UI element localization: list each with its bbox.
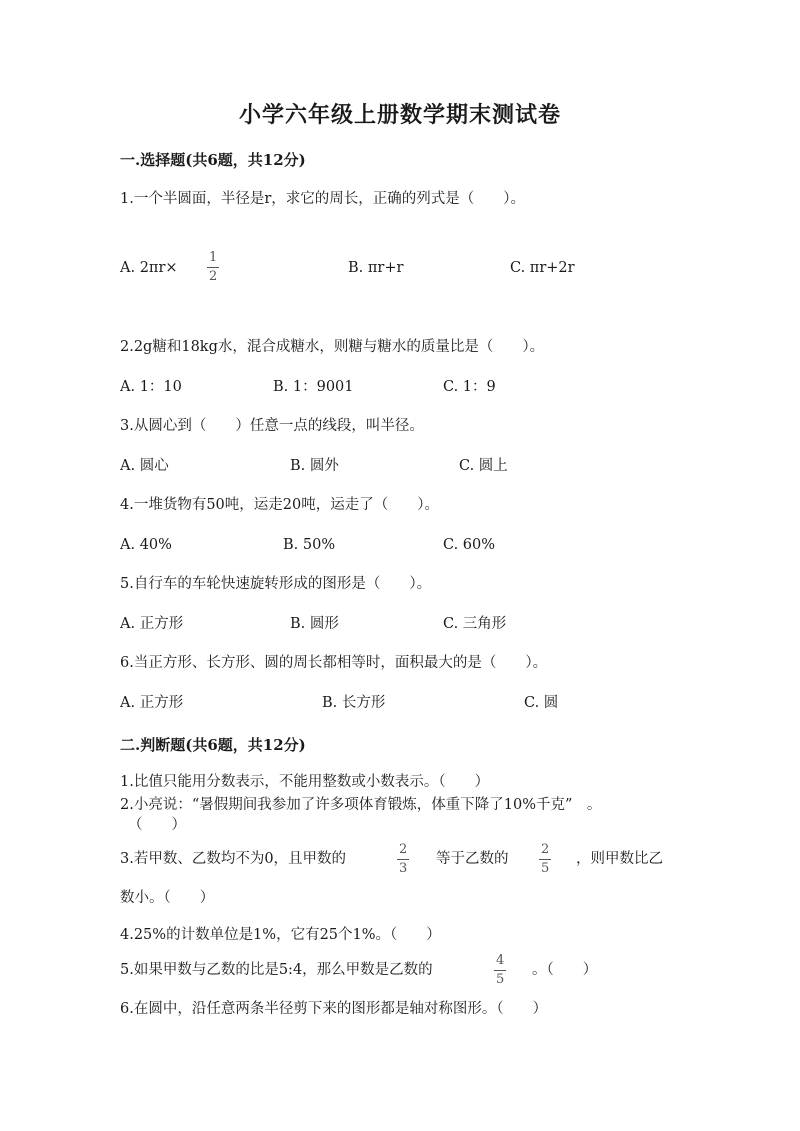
question-4-text: 4.一堆货物有50吨，运走20吨，运走了（ ）。 bbox=[120, 497, 439, 513]
judgement-5-part2: 。（ ） bbox=[532, 962, 598, 978]
question-3-text: 3.从圆心到（ ）任意一点的线段，叫半径。 bbox=[120, 418, 424, 434]
fraction-bar bbox=[494, 970, 506, 971]
q1-option-b: B. πr+r bbox=[348, 260, 404, 276]
fraction-denominator: 3 bbox=[399, 861, 408, 876]
q1-option-a-fraction bbox=[207, 250, 219, 285]
q4-option-c: C. 60% bbox=[443, 537, 496, 553]
fraction-denominator: 2 bbox=[209, 269, 218, 284]
judgement-5-part1: 5.如果甲数与乙数的比是5:4，那么甲数是乙数的 bbox=[120, 962, 433, 978]
judgement-3-fraction-2 bbox=[539, 842, 551, 877]
judgement-3-part3: ，则甲数比乙 bbox=[576, 851, 663, 867]
question-5-text: 5.自行车的车轮快速旋转形成的图形是（ ）。 bbox=[120, 576, 432, 592]
q6-option-c: C. 圆 bbox=[524, 695, 559, 711]
q1-option-a: A. 2πr× bbox=[120, 260, 178, 276]
judgement-3-line2: 数小。（ ） bbox=[120, 890, 215, 906]
fraction-numerator: 2 bbox=[399, 842, 408, 857]
section-heading-choice: 一.选择题(共6题，共12分) bbox=[120, 151, 306, 169]
q3-option-c: C. 圆上 bbox=[459, 458, 508, 474]
q2-option-b: B. 1：9001 bbox=[273, 379, 354, 395]
q4-option-b: B. 50% bbox=[283, 537, 336, 553]
q3-option-a: A. 圆心 bbox=[120, 458, 169, 474]
q3-option-b: B. 圆外 bbox=[290, 458, 339, 474]
q5-option-c: C. 三角形 bbox=[443, 616, 507, 632]
fraction-bar bbox=[539, 859, 551, 860]
question-6-text: 6.当正方形、长方形、圆的周长都相等时，面积最大的是（ ）。 bbox=[120, 655, 548, 671]
judgement-2-bracket: （ ） bbox=[128, 817, 186, 833]
judgement-5-fraction bbox=[494, 953, 506, 988]
judgement-3-part1: 3.若甲数、乙数均不为0，且甲数的 bbox=[120, 851, 347, 867]
fraction-numerator: 2 bbox=[541, 842, 550, 857]
section-heading-judgement: 二.判断题(共6题，共12分) bbox=[120, 736, 306, 754]
judgement-2-text: 2.小亮说：“暑假期间我参加了许多项体育锻炼，体重下降了10%千克” 。 bbox=[120, 797, 602, 813]
q6-option-b: B. 长方形 bbox=[322, 695, 386, 711]
question-1-text: 1.一个半圆面，半径是r，求它的周长，正确的列式是（ ）。 bbox=[120, 191, 526, 207]
q5-option-a: A. 正方形 bbox=[120, 616, 184, 632]
judgement-6-text: 6.在圆中，沿任意两条半径剪下来的图形都是轴对称图形。（ ） bbox=[120, 1001, 548, 1017]
judgement-1-text: 1.比值只能用分数表示，不能用整数或小数表示。（ ） bbox=[120, 774, 490, 790]
q2-option-a: A. 1：10 bbox=[120, 379, 182, 395]
fraction-numerator: 4 bbox=[496, 953, 505, 968]
judgement-3-fraction-1 bbox=[397, 842, 409, 877]
fraction-denominator: 5 bbox=[496, 972, 505, 987]
q1-option-c: C. πr+2r bbox=[510, 260, 575, 276]
q2-option-c: C. 1：9 bbox=[443, 379, 496, 395]
q5-option-b: B. 圆形 bbox=[290, 616, 339, 632]
fraction-numerator: 1 bbox=[209, 250, 218, 265]
q4-option-a: A. 40% bbox=[120, 537, 172, 553]
judgement-4-text: 4.25%的计数单位是1%，它有25个1%。（ ） bbox=[120, 927, 441, 943]
judgement-3-part2: 等于乙数的 bbox=[436, 851, 509, 867]
fraction-bar bbox=[207, 267, 219, 268]
fraction-bar bbox=[397, 859, 409, 860]
q6-option-a: A. 正方形 bbox=[120, 695, 184, 711]
fraction-denominator: 5 bbox=[541, 861, 550, 876]
question-2-text: 2.2g糖和18kg水，混合成糖水，则糖与糖水的质量比是（ ）。 bbox=[120, 339, 545, 355]
page-title: 小学六年级上册数学期末测试卷 bbox=[238, 102, 561, 128]
